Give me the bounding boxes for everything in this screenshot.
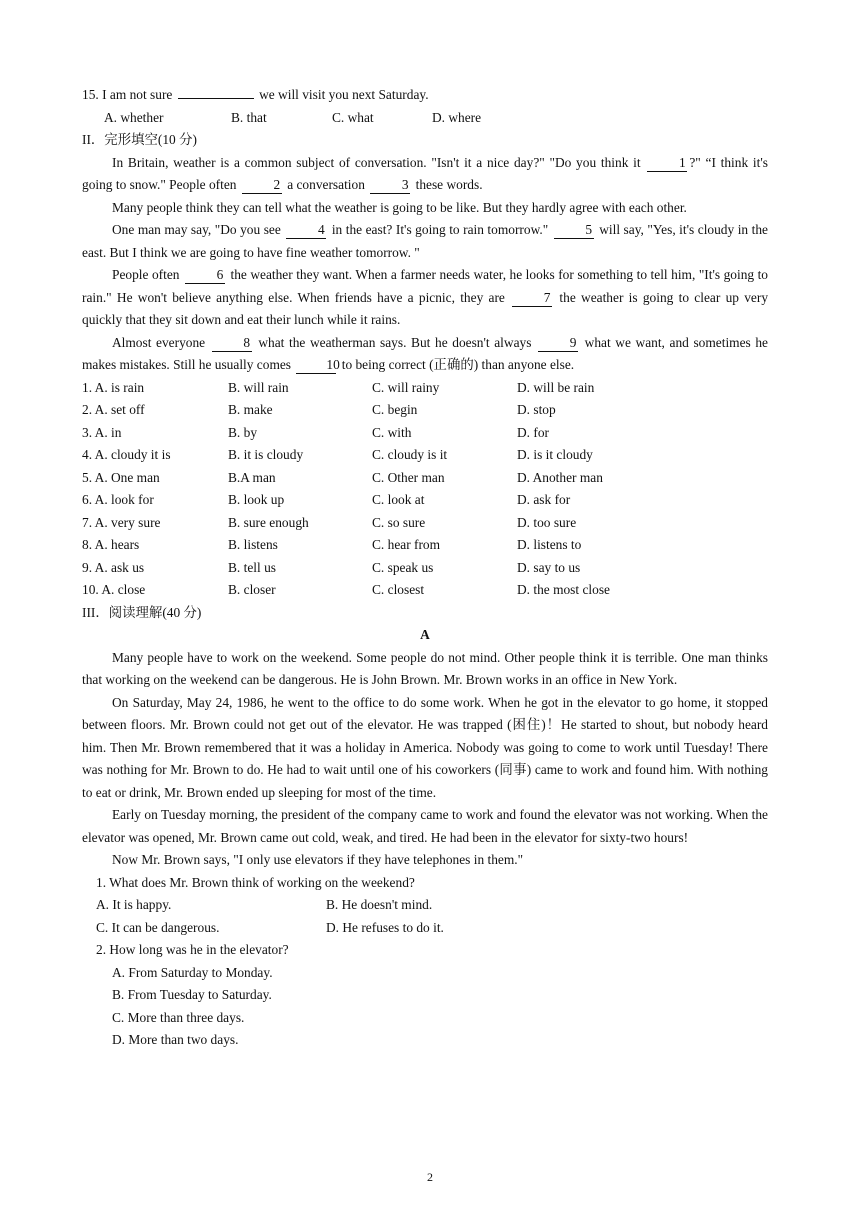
cloze-blank: 9: [538, 334, 578, 352]
option-a: A. whether: [104, 109, 164, 125]
option-c: C. what: [332, 109, 374, 125]
cloze-option-row: [82, 579, 768, 602]
cloze-text: One man may say, "Do you see: [112, 222, 285, 237]
question-15: 15. I am not sure we will visit you next Saturday.: [82, 87, 429, 102]
option-a: 1. A. is rain: [82, 379, 145, 395]
cloze-option-row: [82, 377, 768, 400]
cloze-text: People often: [112, 267, 183, 282]
cloze-text: what the weatherman says. But he doesn't always: [253, 334, 537, 350]
option-d: D. He refuses to do it.: [326, 919, 444, 935]
cloze-options: [82, 377, 768, 602]
option-c: C. closest: [372, 582, 425, 597]
cloze-text: a conversation: [283, 177, 369, 192]
option-c: C. More than three days.: [112, 1009, 245, 1025]
option-b: B. tell us: [228, 559, 276, 575]
answer-blank: [178, 98, 254, 99]
option-c: C. will rainy: [372, 379, 440, 395]
document-page: [82, 84, 768, 1052]
cloze-text: to being correct (正确的) than anyone else.: [338, 357, 575, 372]
option-c: C. look at: [372, 492, 425, 507]
cloze-option-row: [82, 444, 768, 467]
option-a: 9. A. ask us: [82, 559, 145, 575]
option-b: B.A man: [228, 469, 276, 485]
option-b: B. look up: [228, 492, 285, 507]
reading-paragraph: On Saturday, May 24, 1986, he went to the office to do some work. When he got in the elevator to go home, it stopped between floors. Mr. Brown could not get out of the elevator. He was trapped (困住)！He started to shout, but nobody heard him. Then Mr. Brown remembered that it was a holiday in America. Nobody was going to come to work until Tuesday! There was nothing for Mr. Brown to do. He had to wait until one of his coworkers (同事) came to work and found him. With nothing to eat or drink, Mr. Brown ended up sleeping for most of the time.: [82, 694, 768, 800]
option-d: D. ask for: [517, 492, 571, 507]
option-c: C. cloudy is it: [372, 447, 448, 462]
option-a: 7. A. very sure: [82, 514, 161, 530]
reading-question-2: 2. How long was he in the elevator?: [96, 942, 289, 957]
option-b: B. closer: [228, 582, 276, 597]
cloze-blank: 8: [212, 334, 252, 352]
option-c: C. speak us: [372, 559, 434, 575]
option-d: D. for: [517, 424, 549, 440]
option-d: D. where: [432, 109, 482, 125]
cloze-blank: 7: [512, 289, 552, 307]
cloze-blank: 1: [647, 154, 687, 172]
cloze-text: will say, "Yes, it's cloudy in the east. But I think we are going to have fine weather tomorrow. ": [82, 222, 768, 260]
cloze-text: the weather is going to clear up very quickly that they sit down and eat their lunch while it rains.: [82, 289, 769, 327]
cloze-paragraph: [82, 197, 768, 220]
cloze-paragraph: [82, 219, 768, 264]
cloze-option-row: [82, 557, 768, 580]
cloze-option-row: [82, 489, 768, 512]
reading-question-1-options-row2: [82, 917, 768, 940]
option-d: D. Another man: [517, 469, 603, 485]
cloze-option-row: [82, 399, 768, 422]
option-d: D. listens to: [517, 537, 582, 552]
cloze-option-row: [82, 512, 768, 535]
option-b: B. will rain: [228, 379, 289, 395]
option-c: C. with: [372, 424, 412, 440]
option-c: C. so sure: [372, 514, 426, 530]
cloze-option-row: [82, 422, 768, 445]
option-d: D. stop: [517, 402, 556, 417]
option-a: 4. A. cloudy it is: [82, 447, 171, 462]
cloze-blank: 5: [554, 221, 594, 239]
option-d: D. say to us: [517, 559, 581, 575]
cloze-blank: 6: [185, 266, 225, 284]
reading-paragraph: Many people have to work on the weekend. Some people do not mind. Other people think it is terrible. One man thinks that working on the weekend can be dangerous. He is John Brown. Mr. Brown works in an office in New York.: [82, 649, 768, 687]
option-b: B. From Tuesday to Saturday.: [112, 987, 272, 1002]
option-b: B. He doesn't mind.: [326, 897, 433, 912]
option-b: B. make: [228, 402, 273, 417]
option-a: A. From Saturday to Monday.: [112, 964, 273, 980]
option-b: B. it is cloudy: [228, 447, 304, 462]
reading-passage: [82, 647, 768, 872]
option-a: A. It is happy.: [96, 897, 172, 912]
cloze-text: Many people think they can tell what the weather is going to be like. But they hardly agree with each other.: [112, 199, 687, 215]
option-c: C. It can be dangerous.: [96, 919, 220, 935]
cloze-text: ?" “I think it's going to snow." People often: [82, 154, 768, 192]
option-a: 6. A. look for: [82, 492, 154, 507]
option-a: 3. A. in: [82, 424, 122, 440]
cloze-blank: 10: [296, 356, 336, 374]
option-c: C. hear from: [372, 537, 441, 552]
option-b: B. sure enough: [228, 514, 309, 530]
cloze-text: in the east? It's going to rain tomorrow.": [328, 222, 552, 237]
passage-title: A: [420, 627, 430, 642]
section-heading-reading: III．阅读理解(40 分): [82, 604, 202, 620]
reading-question-1-options-row1: [82, 894, 768, 917]
option-d: D. will be rain: [517, 379, 595, 395]
cloze-text: what we want, and sometimes he makes mistakes. Still he usually comes: [82, 334, 769, 372]
page-number: 2: [427, 1170, 433, 1184]
option-a: 2. A. set off: [82, 402, 145, 417]
cloze-paragraph: [82, 152, 768, 197]
cloze-option-row: [82, 534, 768, 557]
cloze-blank: 3: [370, 176, 410, 194]
cloze-paragraph: [82, 332, 768, 377]
cloze-blank: 2: [242, 176, 282, 194]
option-b: B. that: [231, 109, 267, 125]
option-c: C. Other man: [372, 469, 445, 485]
option-c: C. begin: [372, 402, 418, 417]
cloze-text: these words.: [412, 177, 483, 192]
reading-question-2-options: [82, 962, 768, 1052]
option-d: D. too sure: [517, 514, 577, 530]
option-b: B. by: [228, 424, 258, 440]
option-a: 5. A. One man: [82, 469, 160, 485]
cloze-passage: [82, 152, 768, 377]
cloze-blank: 4: [286, 221, 326, 239]
cloze-text: Almost everyone: [112, 334, 210, 350]
cloze-option-row: [82, 467, 768, 490]
cloze-text: the weather they want. When a farmer needs water, he looks for something to tell him, "It's going to rain." He won't believe anything else. When friends have a picnic, they are: [82, 267, 769, 305]
cloze-paragraph: [82, 264, 768, 332]
option-d: D. is it cloudy: [517, 447, 593, 462]
cloze-text: In Britain, weather is a common subject of conversation. "Isn't it a nice day?" "Do you think it: [112, 154, 646, 170]
option-d: D. More than two days.: [112, 1032, 239, 1047]
reading-paragraph: Now Mr. Brown says, "I only use elevators if they have telephones in them.": [112, 852, 524, 867]
reading-paragraph: Early on Tuesday morning, the president of the company came to work and found the elevator was not working. When the elevator was opened, Mr. Brown came out cold, weak, and tired. He had been in the elevator for sixty-two hours!: [82, 807, 768, 845]
question-15-options: [82, 107, 768, 130]
option-d: D. the most close: [517, 582, 610, 597]
option-a: 8. A. hears: [82, 537, 140, 552]
option-a: 10. A. close: [82, 582, 146, 597]
section-heading-cloze: II．完形填空(10 分): [82, 132, 197, 147]
reading-question-1: 1. What does Mr. Brown think of working on the weekend?: [96, 874, 415, 890]
option-b: B. listens: [228, 537, 278, 552]
